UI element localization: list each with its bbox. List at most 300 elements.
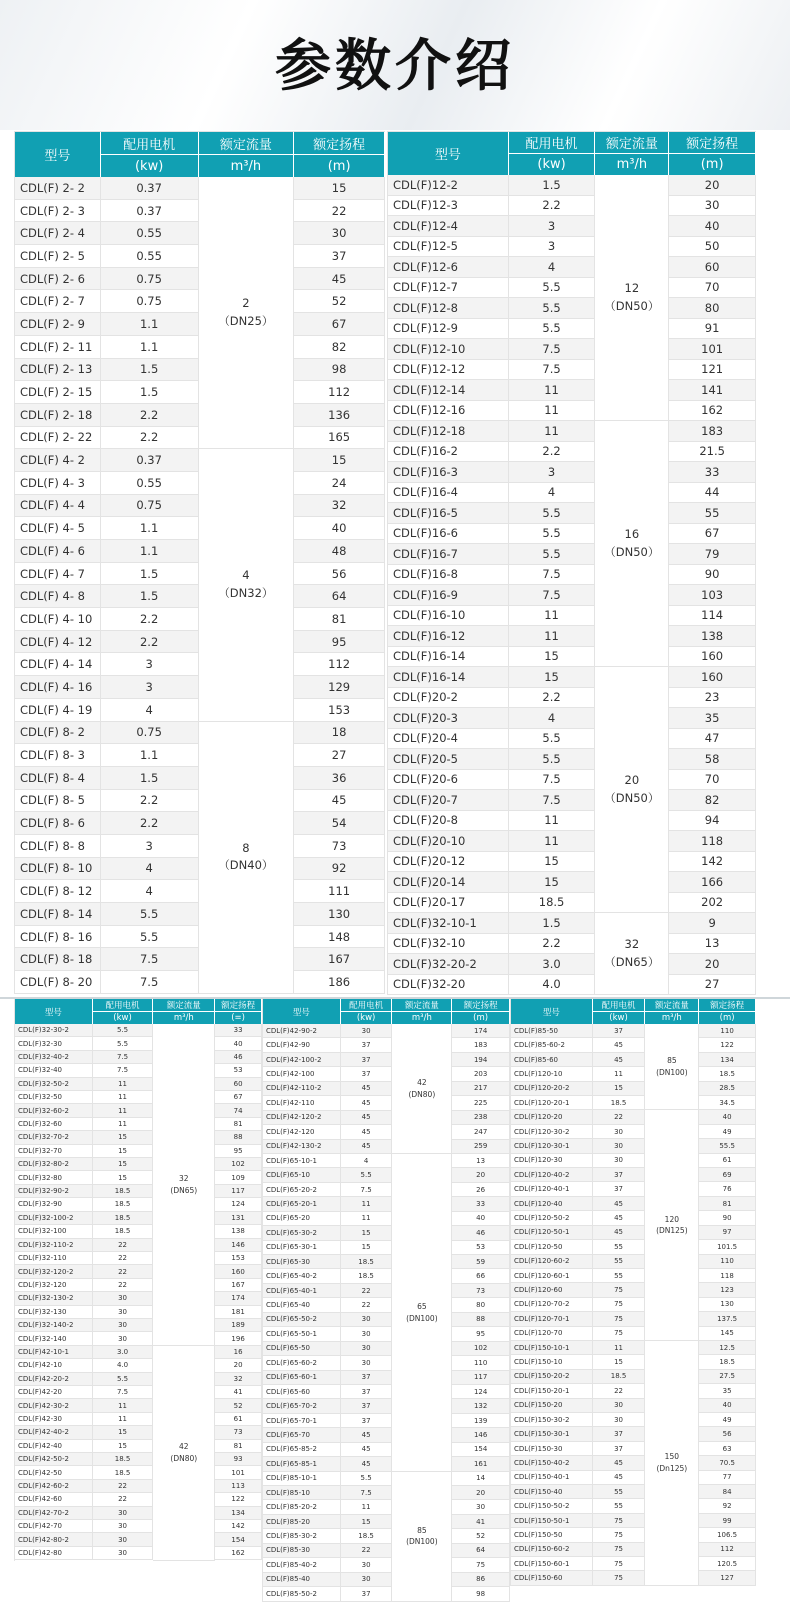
column-header-label: (kw) (609, 1013, 628, 1024)
motor-power-cell: 3 (509, 462, 596, 483)
column-header-label: 配用电机 (341, 999, 392, 1012)
column-header-label: 额定流量 (153, 999, 214, 1012)
column-header-label: (m) (327, 158, 351, 174)
model-cell: CDL(F)42-40-2 (15, 1426, 93, 1439)
spec-table (510, 998, 756, 1586)
model-cell: CDL(F)65-10-1 (263, 1154, 341, 1168)
model-cell: CDL(F)85-50 (511, 1024, 593, 1038)
head-cell: 35 (669, 708, 756, 729)
motor-power-cell: 11 (341, 1500, 393, 1514)
head-cell: 20 (452, 1168, 510, 1182)
model-cell: CDL(F) 4- 10 (15, 608, 101, 631)
column-header-label: (=) (231, 1013, 245, 1023)
head-cell: 183 (452, 1038, 510, 1052)
model-cell: CDL(F)20-6 (388, 770, 509, 791)
motor-power-cell: 1.5 (509, 175, 596, 196)
column-header-label: 额定流量 (199, 132, 294, 155)
model-cell: CDL(F)32-140-2 (15, 1319, 93, 1332)
motor-power-cell: 3.0 (93, 1346, 154, 1359)
motor-power-cell: 22 (341, 1284, 393, 1298)
flow-rate-cell (595, 913, 669, 995)
head-cell: 60 (215, 1078, 262, 1091)
column-header-label: 配用电机 (593, 999, 645, 1012)
model-cell: CDL(F)150-40 (511, 1485, 593, 1499)
model-cell: CDL(F)42-50 (15, 1466, 93, 1479)
table-header (388, 132, 756, 175)
column-header-label: 额定扬程 (452, 999, 509, 1012)
model-cell: CDL(F)32-40 (15, 1064, 93, 1077)
table-header (15, 132, 385, 177)
table-body (15, 177, 385, 994)
model-cell: CDL(F)120-50-1 (511, 1226, 593, 1240)
head-cell: 217 (452, 1082, 510, 1096)
motor-power-cell: 5.5 (93, 1024, 154, 1037)
page-title: 参数介绍 (275, 34, 515, 99)
head-cell: 12.5 (699, 1341, 756, 1355)
pipe-diameter: (DN80) (408, 1089, 436, 1099)
model-cell: CDL(F)65-60-2 (263, 1356, 341, 1370)
head-cell: 111 (294, 880, 385, 903)
head-cell: 92 (294, 858, 385, 881)
model-cell: CDL(F)85-40 (263, 1573, 341, 1587)
head-cell: 101 (215, 1466, 262, 1479)
table-body (15, 1024, 262, 1561)
column-header (15, 999, 93, 1024)
motor-power-cell: 1.1 (101, 517, 199, 540)
model-cell: CDL(F)42-80 (15, 1547, 93, 1560)
model-cell: CDL(F)12-10 (388, 339, 509, 360)
table-column (645, 1024, 699, 1586)
model-cell: CDL(F)42-20 (15, 1386, 93, 1399)
motor-power-cell: 45 (593, 1053, 646, 1067)
spec-table (14, 131, 385, 994)
model-cell: CDL(F)42-60-2 (15, 1480, 93, 1493)
model-cell: CDL(F)42-40 (15, 1440, 93, 1453)
motor-power-cell: 45 (593, 1038, 646, 1052)
pipe-diameter: （DN65） (604, 954, 660, 969)
model-cell: CDL(F)32-110-2 (15, 1239, 93, 1252)
model-cell: CDL(F) 2- 5 (15, 245, 101, 268)
table-column (341, 1024, 393, 1602)
motor-power-cell: 5.5 (93, 1373, 154, 1386)
model-cell: CDL(F)120-40 (511, 1197, 593, 1211)
motor-power-cell: 0.75 (101, 268, 199, 291)
model-cell: CDL(F)65-85-1 (263, 1457, 341, 1471)
column-header-label: m³/h (230, 158, 262, 174)
model-cell: CDL(F) 4- 5 (15, 517, 101, 540)
motor-power-cell: 55 (593, 1485, 646, 1499)
motor-power-cell: 45 (593, 1456, 646, 1470)
head-cell: 56 (294, 563, 385, 586)
head-cell: 40 (452, 1212, 510, 1226)
flow-rate-value: 20 (624, 772, 640, 787)
motor-power-cell: 7.5 (101, 971, 199, 994)
motor-power-cell: 22 (93, 1252, 154, 1265)
model-cell: CDL(F) 8- 5 (15, 790, 101, 813)
head-cell: 20 (215, 1359, 262, 1372)
head-cell: 162 (669, 401, 756, 422)
model-cell: CDL(F) 8- 10 (15, 858, 101, 881)
head-cell: 131 (215, 1212, 262, 1225)
motor-power-cell: 5.5 (509, 298, 596, 319)
model-cell: CDL(F)120-40-1 (511, 1182, 593, 1196)
model-cell: CDL(F)42-10 (15, 1359, 93, 1372)
model-cell: CDL(F)85-50-2 (263, 1587, 341, 1601)
flow-rate-value: 2 (242, 295, 250, 310)
column-header-label: (m) (473, 1013, 489, 1024)
model-cell: CDL(F)20-4 (388, 729, 509, 750)
head-cell: 33 (669, 462, 756, 483)
model-cell: CDL(F)12-2 (388, 175, 509, 196)
column-header (593, 999, 646, 1024)
head-cell: 40 (699, 1110, 756, 1124)
motor-power-cell: 30 (341, 1024, 393, 1038)
head-cell: 160 (215, 1265, 262, 1278)
column-header (341, 999, 393, 1024)
motor-power-cell: 4 (101, 699, 199, 722)
model-cell: CDL(F)150-10 (511, 1355, 593, 1369)
head-cell: 122 (699, 1038, 756, 1052)
head-cell: 161 (452, 1457, 510, 1471)
motor-power-cell: 1.5 (101, 359, 199, 382)
head-cell: 50 (669, 237, 756, 258)
head-cell: 103 (669, 585, 756, 606)
model-cell: CDL(F) 2- 7 (15, 290, 101, 313)
model-cell: CDL(F)150-10-1 (511, 1341, 593, 1355)
head-cell: 9 (669, 913, 756, 934)
model-cell: CDL(F) 8- 16 (15, 926, 101, 949)
head-cell: 137.5 (699, 1312, 756, 1326)
motor-power-cell: 30 (341, 1327, 393, 1341)
motor-power-cell: 15 (341, 1241, 393, 1255)
motor-power-cell: 7.5 (341, 1486, 393, 1500)
motor-power-cell: 15 (509, 872, 596, 893)
head-cell: 77 (699, 1471, 756, 1485)
motor-power-cell: 0.37 (101, 177, 199, 200)
head-cell: 112 (294, 381, 385, 404)
motor-power-cell: 18.5 (593, 1370, 646, 1384)
model-cell: CDL(F)85-10-1 (263, 1472, 341, 1486)
model-cell: CDL(F)120-60-1 (511, 1269, 593, 1283)
motor-power-cell: 5.5 (509, 503, 596, 524)
head-cell: 142 (215, 1520, 262, 1533)
column-header-label: m³/h (411, 1013, 432, 1024)
pipe-diameter: (DN100) (656, 1067, 688, 1077)
motor-power-cell: 45 (341, 1443, 393, 1457)
motor-power-cell: 37 (593, 1024, 646, 1038)
table-column (392, 1024, 452, 1602)
motor-power-cell: 18.5 (341, 1255, 393, 1269)
column-header-label: 型号 (44, 149, 71, 164)
model-cell: CDL(F)120-30-2 (511, 1125, 593, 1139)
model-cell: CDL(F)65-40-1 (263, 1284, 341, 1298)
head-cell: 20 (669, 175, 756, 196)
head-cell: 61 (699, 1154, 756, 1168)
head-cell: 49 (699, 1413, 756, 1427)
column-header (452, 999, 510, 1024)
head-cell: 95 (215, 1145, 262, 1158)
head-cell: 32 (294, 495, 385, 518)
model-cell: CDL(F)32-130 (15, 1306, 93, 1319)
motor-power-cell: 37 (593, 1442, 646, 1456)
column-header (392, 999, 452, 1024)
head-cell: 46 (452, 1226, 510, 1240)
motor-power-cell: 18.5 (593, 1096, 646, 1110)
motor-power-cell: 5.5 (509, 729, 596, 750)
pipe-diameter: （DN32） (218, 586, 274, 601)
head-cell: 86 (452, 1573, 510, 1587)
motor-power-cell: 37 (341, 1385, 393, 1399)
motor-power-cell: 1.1 (101, 744, 199, 767)
head-cell: 139 (452, 1414, 510, 1428)
column-header (101, 132, 199, 177)
motor-power-cell: 30 (593, 1399, 646, 1413)
head-cell: 92 (699, 1499, 756, 1513)
head-cell: 101 (669, 339, 756, 360)
motor-power-cell: 2.2 (101, 790, 199, 813)
motor-power-cell: 15 (593, 1355, 646, 1369)
table-header (263, 999, 510, 1024)
motor-power-cell: 22 (93, 1493, 154, 1506)
motor-power-cell: 30 (93, 1332, 154, 1345)
model-cell: CDL(F)20-3 (388, 708, 509, 729)
head-cell: 14 (452, 1472, 510, 1486)
head-cell: 93 (215, 1453, 262, 1466)
motor-power-cell: 22 (593, 1110, 646, 1124)
model-cell: CDL(F)20-8 (388, 811, 509, 832)
head-cell: 61 (215, 1413, 262, 1426)
model-cell: CDL(F)20-17 (388, 893, 509, 914)
model-cell: CDL(F) 4- 12 (15, 631, 101, 654)
head-cell: 102 (452, 1342, 510, 1356)
motor-power-cell: 45 (593, 1226, 646, 1240)
model-cell: CDL(F) 8- 12 (15, 880, 101, 903)
head-cell: 110 (699, 1255, 756, 1269)
model-cell: CDL(F)85-40-2 (263, 1558, 341, 1572)
column-header-label: (kw) (537, 157, 566, 172)
pipe-diameter: (DN125) (656, 1226, 688, 1236)
head-cell: 153 (215, 1252, 262, 1265)
column-header (15, 132, 101, 177)
model-cell: CDL(F)42-80-2 (15, 1533, 93, 1546)
model-cell: CDL(F)120-70-2 (511, 1298, 593, 1312)
head-cell: 186 (294, 971, 385, 994)
model-cell: CDL(F)16-14 (388, 667, 509, 688)
model-cell: CDL(F)120-50 (511, 1240, 593, 1254)
head-cell: 98 (294, 359, 385, 382)
model-cell: CDL(F)65-10 (263, 1168, 341, 1182)
model-cell: CDL(F)32-120 (15, 1279, 93, 1292)
head-cell: 145 (699, 1327, 756, 1341)
model-cell: CDL(F)32-80-2 (15, 1158, 93, 1171)
model-cell: CDL(F)12-7 (388, 278, 509, 299)
head-cell: 30 (669, 196, 756, 217)
model-cell: CDL(F)32-20 (388, 975, 509, 996)
model-cell: CDL(F)42-110-2 (263, 1082, 341, 1096)
motor-power-cell: 7.5 (509, 360, 596, 381)
section-divider (0, 997, 790, 999)
head-cell: 30 (294, 222, 385, 245)
model-cell: CDL(F) 8- 14 (15, 903, 101, 926)
motor-power-cell: 55 (593, 1255, 646, 1269)
model-cell: CDL(F)32-80 (15, 1171, 93, 1184)
head-cell: 52 (294, 290, 385, 313)
head-cell: 90 (669, 565, 756, 586)
head-cell: 53 (452, 1241, 510, 1255)
motor-power-cell: 37 (341, 1038, 393, 1052)
model-cell: CDL(F) 2- 13 (15, 359, 101, 382)
motor-power-cell: 15 (341, 1515, 393, 1529)
table-column (199, 177, 295, 994)
column-header (595, 132, 669, 175)
motor-power-cell: 30 (341, 1558, 393, 1572)
motor-power-cell: 7.5 (509, 339, 596, 360)
motor-power-cell: 22 (93, 1480, 154, 1493)
model-cell: CDL(F) 8- 4 (15, 767, 101, 790)
motor-power-cell: 30 (93, 1533, 154, 1546)
flow-rate-cell (153, 1346, 215, 1561)
head-cell: 136 (294, 404, 385, 427)
head-cell: 75 (452, 1558, 510, 1572)
model-cell: CDL(F) 4- 14 (15, 653, 101, 676)
model-cell: CDL(F) 8- 18 (15, 948, 101, 971)
motor-power-cell: 37 (593, 1168, 646, 1182)
motor-power-cell: 30 (341, 1573, 393, 1587)
motor-power-cell: 7.5 (341, 1183, 393, 1197)
head-cell: 118 (699, 1269, 756, 1283)
motor-power-cell: 18.5 (93, 1225, 154, 1238)
motor-power-cell: 75 (593, 1557, 646, 1571)
model-cell: CDL(F)65-40-2 (263, 1269, 341, 1283)
motor-power-cell: 5.5 (341, 1168, 393, 1182)
model-cell: CDL(F)12-3 (388, 196, 509, 217)
table-column (509, 175, 596, 995)
head-cell: 13 (452, 1154, 510, 1168)
column-header-label: m³/h (173, 1013, 194, 1023)
column-header-label: m³/h (661, 1013, 682, 1024)
motor-power-cell: 11 (93, 1118, 154, 1131)
model-cell: CDL(F)65-30 (263, 1255, 341, 1269)
motor-power-cell: 11 (93, 1078, 154, 1091)
head-cell: 22 (294, 200, 385, 223)
head-cell: 102 (215, 1158, 262, 1171)
flow-rate-cell (645, 1024, 699, 1110)
motor-power-cell: 1.5 (101, 585, 199, 608)
motor-power-cell: 2.2 (101, 812, 199, 835)
head-cell: 27 (669, 975, 756, 996)
motor-power-cell: 3 (509, 237, 596, 258)
head-cell: 69 (699, 1168, 756, 1182)
pipe-diameter: （DN40） (218, 858, 274, 873)
motor-power-cell: 7.5 (93, 1386, 154, 1399)
model-cell: CDL(F) 4- 3 (15, 472, 101, 495)
motor-power-cell: 0.55 (101, 222, 199, 245)
head-cell: 181 (215, 1306, 262, 1319)
motor-power-cell: 4 (101, 880, 199, 903)
motor-power-cell: 11 (509, 831, 596, 852)
head-cell: 101.5 (699, 1240, 756, 1254)
head-cell: 36 (294, 767, 385, 790)
head-cell: 63 (699, 1442, 756, 1456)
model-cell: CDL(F)32-60-2 (15, 1104, 93, 1117)
motor-power-cell: 5.5 (341, 1472, 393, 1486)
column-header-label: 额定扬程 (215, 999, 261, 1012)
head-cell: 194 (452, 1053, 510, 1067)
model-cell: CDL(F)16-2 (388, 442, 509, 463)
column-header-label: (m) (700, 157, 724, 172)
motor-power-cell: 30 (593, 1413, 646, 1427)
table-column (669, 175, 756, 995)
model-cell: CDL(F) 8- 6 (15, 812, 101, 835)
column-header (263, 999, 341, 1024)
model-cell: CDL(F)42-20-2 (15, 1373, 93, 1386)
head-cell: 114 (669, 606, 756, 627)
model-cell: CDL(F)120-60-2 (511, 1255, 593, 1269)
motor-power-cell: 3 (101, 676, 199, 699)
head-cell: 70 (669, 770, 756, 791)
motor-power-cell: 2.2 (101, 427, 199, 450)
motor-power-cell: 75 (593, 1312, 646, 1326)
motor-power-cell: 30 (93, 1319, 154, 1332)
head-cell: 64 (294, 585, 385, 608)
column-header-label: 型号 (44, 1007, 62, 1018)
model-cell: CDL(F)65-20-2 (263, 1183, 341, 1197)
head-cell: 73 (452, 1284, 510, 1298)
head-cell: 81 (294, 608, 385, 631)
model-cell: CDL(F)120-50-2 (511, 1211, 593, 1225)
motor-power-cell: 11 (341, 1197, 393, 1211)
motor-power-cell: 5.5 (509, 319, 596, 340)
motor-power-cell: 18.5 (341, 1529, 393, 1543)
motor-power-cell: 15 (93, 1440, 154, 1453)
table-column (153, 1024, 215, 1561)
table-body (511, 1024, 756, 1586)
motor-power-cell: 3 (101, 653, 199, 676)
model-cell: CDL(F)85-10 (263, 1486, 341, 1500)
model-cell: CDL(F)32-50 (15, 1091, 93, 1104)
model-cell: CDL(F) 2- 2 (15, 177, 101, 200)
head-cell: 183 (669, 421, 756, 442)
head-cell: 94 (669, 811, 756, 832)
model-cell: CDL(F)42-70-2 (15, 1507, 93, 1520)
model-cell: CDL(F)42-100 (263, 1067, 341, 1081)
head-cell: 59 (452, 1255, 510, 1269)
head-cell: 48 (294, 540, 385, 563)
head-cell: 21.5 (669, 442, 756, 463)
motor-power-cell: 1.5 (101, 767, 199, 790)
motor-power-cell: 11 (509, 380, 596, 401)
table-column (15, 177, 101, 994)
model-cell: CDL(F)42-100-2 (263, 1053, 341, 1067)
motor-power-cell: 7.5 (509, 585, 596, 606)
motor-power-cell: 30 (93, 1292, 154, 1305)
motor-power-cell: 2.2 (101, 404, 199, 427)
head-cell: 167 (294, 948, 385, 971)
motor-power-cell: 5.5 (101, 903, 199, 926)
flow-rate-cell (153, 1024, 215, 1346)
head-cell: 120.5 (699, 1557, 756, 1571)
motor-power-cell: 1.5 (101, 563, 199, 586)
model-cell: CDL(F)150-50 (511, 1528, 593, 1542)
table-column (215, 1024, 262, 1561)
table-body (388, 175, 756, 995)
head-cell: 196 (215, 1332, 262, 1345)
head-cell: 18 (294, 722, 385, 745)
model-cell: CDL(F)16-10 (388, 606, 509, 627)
table-column (452, 1024, 510, 1602)
motor-power-cell: 30 (93, 1547, 154, 1560)
motor-power-cell: 37 (341, 1371, 393, 1385)
